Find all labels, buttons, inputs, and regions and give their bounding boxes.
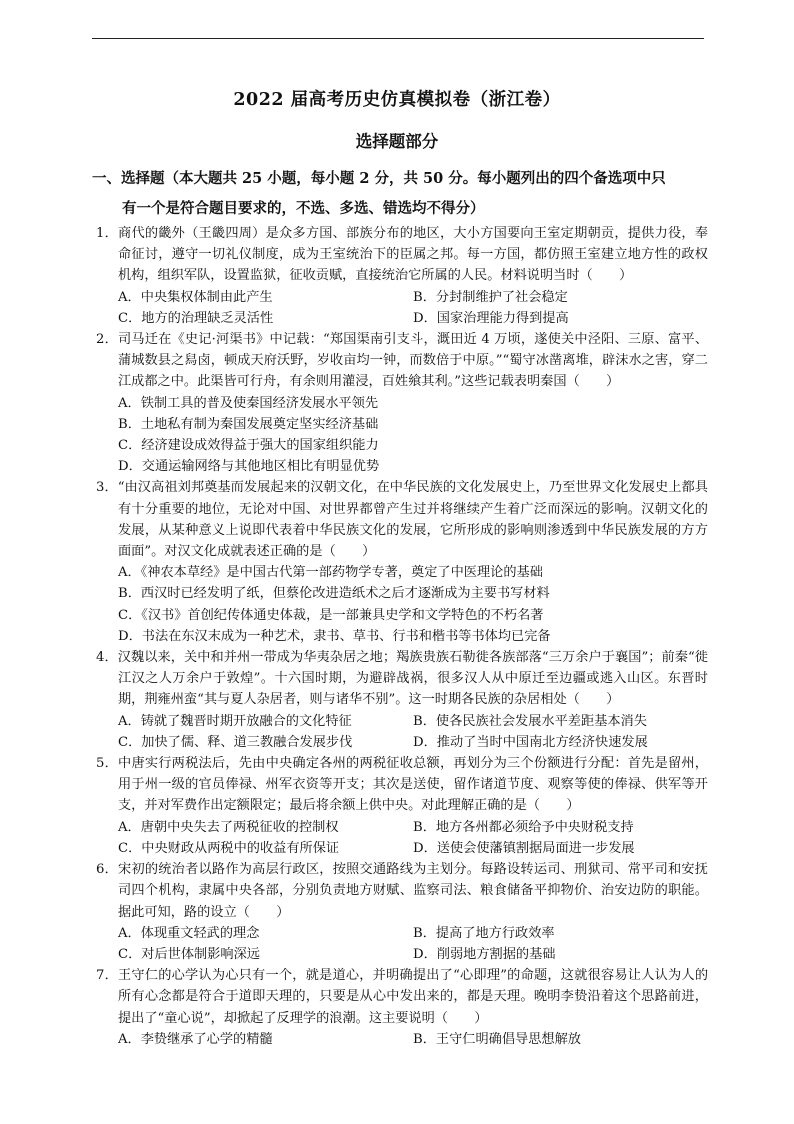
question-number: 4． [96, 650, 118, 666]
option-b: B．西汉时已经发明了纸，但蔡伦改进造纸术之后才逐渐成为主要书写材料 [118, 586, 550, 602]
option-a: A．《神农本草经》是中国古代第一部药物学专著，奠定了中医理论的基础 [118, 565, 543, 581]
question-list [96, 223, 708, 1050]
option-d: D．书法在东汉末成为一种艺术，隶书、草书、行书和楷书等书体均已完备 [118, 628, 551, 644]
question-3 [96, 477, 708, 647]
question-stem: 中唐实行两税法后，先由中央确定各州的两税征收总额，再划分为三个份额进行分配：首先是留州，用于州一级的官员俸禄、州军衣资等开支；其次是送使，留作诸道节度、观察等使的俸禄、供军等开支，并对军费作出定额限定；最后将余额上供中央。对此理解正确的是（ ） [118, 756, 708, 814]
question-stem: 司马迁在《史记·河渠书》中记载：“郑国渠南引支斗，溉田近 4 万顷，遂使关中泾阳、三原、富平、蒲城数县之舄卤，顿成天府沃野，岁收亩均一钟，而数倍于中原。”“蜀守冰凿离堆，辟沫水之害，穿二江成都之中。此渠皆可行舟，有余则用灌浸，百姓飨其利。”这些记载表明秦国（ ） [117, 332, 709, 390]
option-d: D．送使会使藩镇割据局面进一步发展 [413, 840, 635, 856]
option-c: C．经济建设成效得益于强大的国家组织能力 [118, 438, 379, 454]
question-number: 2． [96, 332, 118, 348]
instructions-line-2: 有一个是符合题目要求的，不选、多选、错选均不得分） [122, 200, 485, 217]
option-d: D．推动了当时中国南北方经济快速发展 [413, 734, 648, 750]
question-number: 5． [96, 756, 119, 772]
question-number: 3． [96, 480, 118, 496]
option-d: D．国家治理能力得到提高 [413, 310, 569, 326]
option-c: C．对后世体制影响深远 [118, 946, 260, 962]
option-c: C．《汉书》首创纪传体通史体裁，是一部兼具史学和文学特色的不朽名著 [118, 607, 544, 623]
question-7 [96, 965, 708, 1050]
top-rule [92, 38, 704, 39]
question-stem: 商代的畿外（王畿四周）是众多方国、部族分布的地区，大小方国要向王室定期朝贡，提供力役，奉命征讨，遵守一切礼仪制度，成为王室统治下的臣属之邦。每一方国，都仿照王室建立地方性的政权机构，组织军队，设置监狱，征收贡赋，直接统治它所属的人民。材料说明当时（ ） [118, 226, 708, 284]
option-b: B．分封制维护了社会稳定 [413, 289, 568, 305]
option-c: C．中央财政从两税中的收益有所保证 [118, 840, 340, 856]
option-b: B．地方各州都必须给予中央财税支持 [413, 819, 634, 835]
question-6 [96, 859, 708, 965]
question-number: 6． [96, 862, 119, 878]
instructions [92, 164, 712, 224]
option-b: B．王守仁明确倡导思想解放 [413, 1031, 581, 1047]
section-heading: 选择题部分 [355, 132, 439, 151]
option-d: D．交通运输网络与其他地区相比有明显优势 [118, 459, 380, 475]
option-a: A．铁制工具的普及使秦国经济发展水平领先 [118, 395, 379, 411]
question-stem: 王守仁的心学认为心只有一个，就是道心，并明确提出了“心即理”的命题，这就很容易让人认为人的所有心念都是符合于道即天理的，只要是从心中发出来的，都是天理。晚明李贽沿着这个思路前进，提出了“童心说”，却掀起了反理学的浪潮。这主要说明（ ） [118, 968, 709, 1026]
question-2 [96, 329, 708, 477]
option-d: D．削弱地方割据的基础 [413, 946, 556, 962]
question-4 [96, 647, 708, 753]
instructions-line-1: 一、选择题（本大题共 25 小题，每小题 2 分，共 50 分。每小题列出的四个备选项中只 [92, 170, 666, 187]
question-stem: 汉魏以来，关中和并州一带成为华夷杂居之地；羯族贵族石勒徙各族部落“三万余户于襄国”；前秦“徙江汉之人万余户于敦煌”。十六国时期，为避辟战祸，很多汉人从中原迁至边疆或逃入山区。东晋时期，荆雍州蛮“其与夏人杂居者，则与诸华不别”。这一时期各民族的杂居相处（ ） [117, 650, 708, 708]
option-a: A．中央集权体制由此产生 [118, 289, 273, 305]
option-c: C．加快了儒、释、道三教融合发展步伐 [118, 734, 353, 750]
option-a: A．铸就了魏晋时期开放融合的文化特征 [118, 713, 352, 729]
question-1 [96, 223, 708, 329]
option-b: B．土地私有制为秦国发展奠定坚实经济基础 [118, 416, 379, 432]
question-stem: “由汉高祖刘邦奠基而发展起来的汉朝文化，在中华民族的文化发展史上，乃至世界文化发展史上都具有十分重要的地位，无论对中国、对世界都曾产生过并将继续产生着广泛而深远的影响。汉朝文化的发展，从某种意义上说即代表着中华民族文化的发展，它所形成的影响则渗透到中华民族发展的方方面面”。对汉文化成就表述正确的是（ ） [117, 480, 708, 560]
question-stem: 宋初的统治者以路作为高层行政区，按照交通路线为主划分。每路设转运司、刑狱司、常平司和安抚司四个机构，隶属中央各部，分别负责地方财赋、监察司法、粮食储备平抑物价、治安边防的职能。据此可知，路的设立（ ） [118, 862, 708, 920]
option-c: C．地方的治理缺乏灵活性 [118, 310, 274, 326]
option-b: B．使各民族社会发展水平差距基本消失 [413, 713, 647, 729]
option-a: A．唐朝中央失去了两税征收的控制权 [118, 819, 339, 835]
question-5 [96, 753, 708, 859]
exam-title: 2022 届高考历史仿真模拟卷（浙江卷） [233, 90, 561, 110]
option-a: A．李贽继承了心学的精髓 [118, 1031, 273, 1047]
question-number: 1． [96, 226, 119, 241]
option-a: A．体现重文轻武的理念 [118, 925, 260, 941]
question-number: 7． [96, 968, 119, 984]
option-b: B．提高了地方行政效率 [413, 925, 555, 941]
